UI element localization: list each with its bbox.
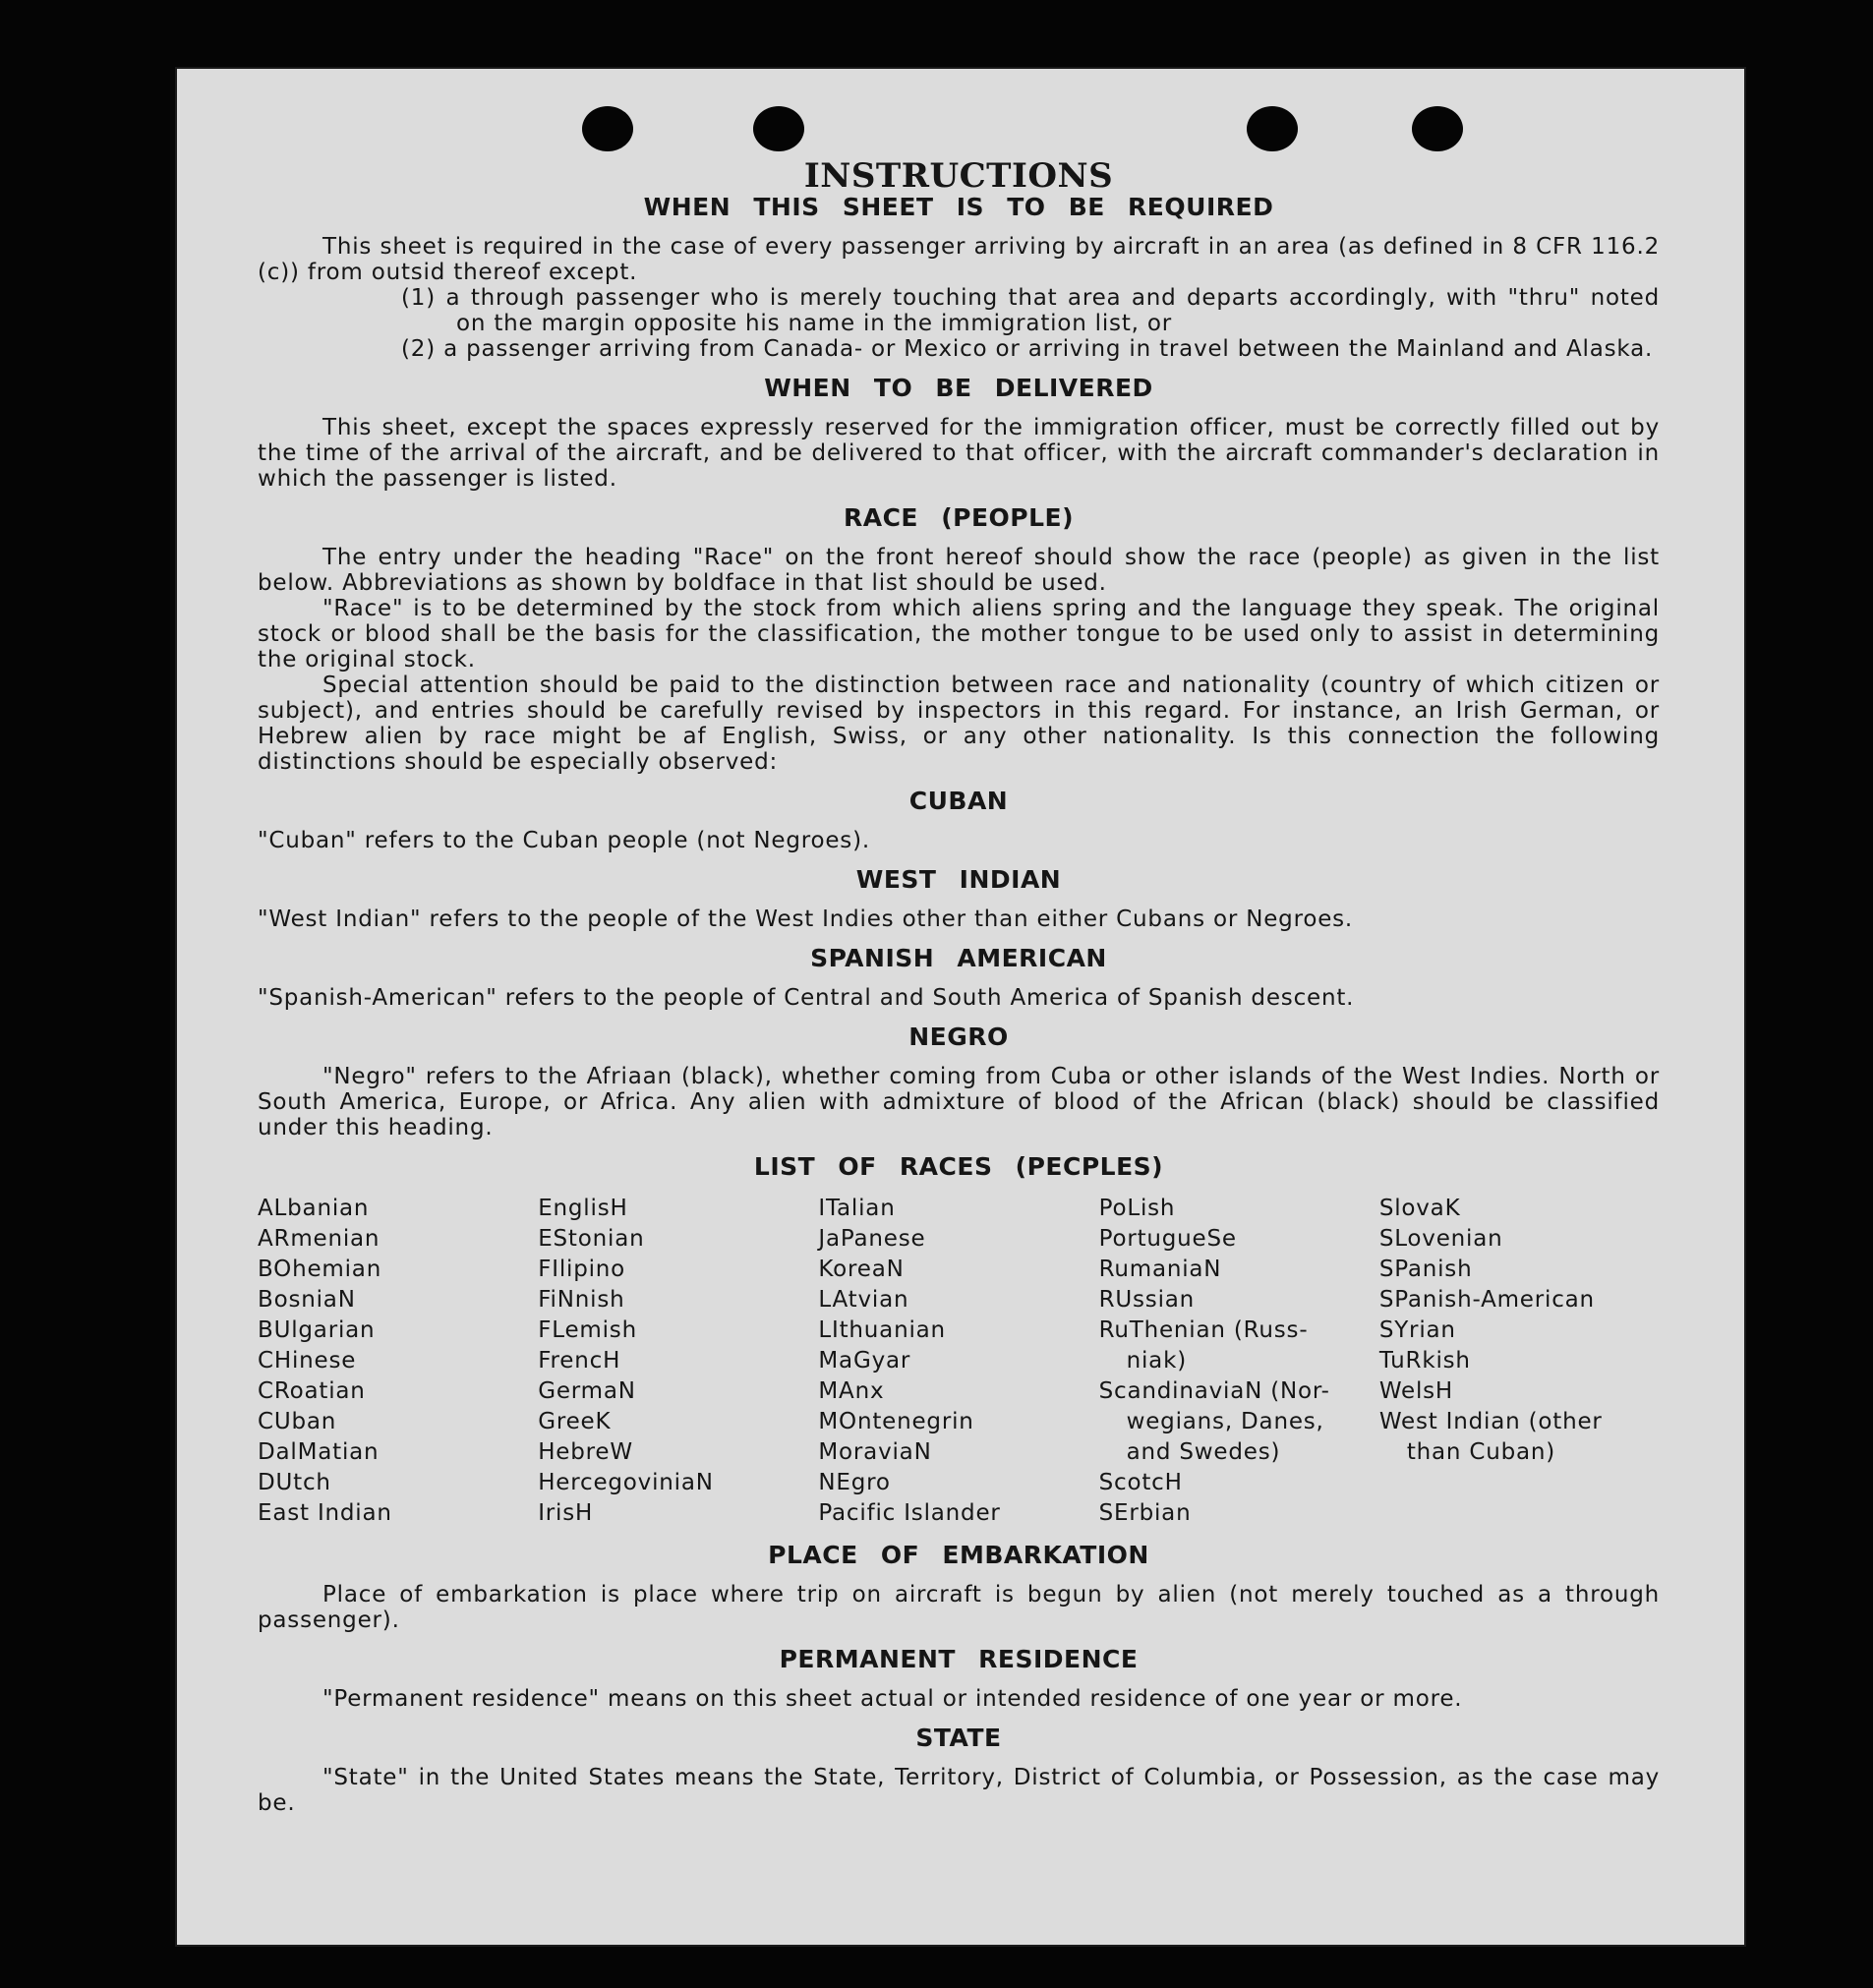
race-item: East Indian [258, 1500, 392, 1526]
residence-text: "Permanent residence" means on this sheet actual or intended residence of one year or more. [322, 1686, 1463, 1712]
race-item: LAtvian [818, 1287, 909, 1313]
race-item: FIlipino [538, 1257, 626, 1282]
race-item: LIthuanian [818, 1317, 946, 1343]
punch-hole [1412, 106, 1463, 151]
instructions-body [258, 156, 1660, 1816]
race-item: PoLish [1098, 1196, 1176, 1221]
race-item: EStonian [538, 1226, 645, 1252]
west-indian-text: "West Indian" refers to the people of the West Indies other than either Cubans or Negroes. [258, 906, 1354, 932]
race-item: than Cuban) [1406, 1439, 1556, 1465]
race-item: ScotcH [1098, 1470, 1183, 1495]
race-item: GermaN [538, 1378, 636, 1404]
race-item: FLemish [538, 1317, 637, 1343]
race-item: MOntenegrin [818, 1409, 974, 1434]
race-item: RUssian [1098, 1287, 1196, 1313]
race-item: FiNnish [538, 1287, 625, 1313]
heading-spanish-american: SPANISH AMERICAN [810, 944, 1107, 972]
race-item: SErbian [1098, 1500, 1192, 1526]
race-paragraph-2: "Race" is to be determined by the stock from which aliens spring and the language they speak. The original stock or blood shall be the basis for the classification, the mother tongue to be used only to assist in determining the original stock. [258, 596, 1660, 672]
race-item: HebreW [538, 1439, 633, 1465]
negro-text: "Negro" refers to the Afriaan (black), whether coming from Cuba or other islands of the West Indies. North or South America, Europe, or Africa. Any alien with admixture of blood of the African (black) should be classified under this heading. [258, 1064, 1660, 1140]
heading-west-indian: WEST INDIAN [855, 865, 1062, 894]
delivered-text: This sheet, except the spaces expressly reserved for the immigration officer, must be correctly filled out by the time of the arrival of the aircraft, and be delivered to that officer, with the aircraft commander's declaration in which the passenger is listed. [258, 415, 1660, 492]
punch-hole [582, 106, 633, 151]
race-item: CHinese [258, 1348, 357, 1374]
heading-list-of-races: LIST OF RACES (PECPLES) [753, 1152, 1164, 1181]
race-item: Pacific Islander [818, 1500, 1001, 1526]
race-item: JaPanese [818, 1226, 926, 1252]
heading-place-of-embarkation: PLACE OF EMBARKATION [768, 1541, 1149, 1569]
required-item-2: (2) a passenger arriving from Canada- or Mexico or arriving in travel between the Mainland and Alaska. [401, 336, 1654, 362]
heading-cuban: CUBAN [908, 787, 1009, 815]
race-item: SLovenian [1378, 1226, 1503, 1252]
race-item: MAnx [818, 1378, 885, 1404]
race-item: HercegoviniaN [538, 1470, 714, 1495]
race-item: CRoatian [258, 1378, 366, 1404]
race-item: SYrian [1378, 1317, 1456, 1343]
embarkation-text: Place of embarkation is place where trip on aircraft is begun by alien (not merely touched as a through passenger). [258, 1582, 1660, 1633]
races-column [538, 1194, 818, 1529]
race-item: West Indian (other [1378, 1409, 1603, 1434]
punch-hole [1247, 106, 1298, 151]
race-item: wegians, Danes, [1126, 1409, 1324, 1434]
race-item: SPanish [1378, 1257, 1473, 1282]
race-item: TuRkish [1378, 1348, 1471, 1374]
heading-race: RACE (PEOPLE) [843, 503, 1075, 532]
state-text: "State" in the United States means the State, Territory, District of Columbia, or Possession, as the case may be. [258, 1765, 1660, 1816]
race-item: RuThenian (Russ- [1098, 1317, 1309, 1343]
races-list [258, 1194, 1660, 1529]
race-item: CUban [258, 1409, 337, 1434]
heading-state: STATE [915, 1724, 1002, 1752]
race-paragraph-3: Special attention should be paid to the distinction between race and nationality (country of which citizen or subject), and entries should be carefully revised by inspectors in this regard. For instance, an Irish German, or Hebrew alien by race might be af English, Swiss, or any other nationality. Is this connection the following distinctions should be especially observed: [258, 672, 1660, 775]
race-item: MoraviaN [818, 1439, 932, 1465]
race-item: niak) [1126, 1348, 1187, 1374]
heading-permanent-residence: PERMANENT RESIDENCE [779, 1645, 1139, 1673]
race-item: ARmenian [258, 1226, 380, 1252]
race-item: DalMatian [258, 1439, 380, 1465]
race-item: DUtch [258, 1470, 331, 1495]
race-item: MaGyar [818, 1348, 911, 1374]
race-item: BOhemian [258, 1257, 382, 1282]
race-item: IrisH [538, 1500, 594, 1526]
race-item: PortugueSe [1098, 1226, 1237, 1252]
race-item: GreeK [538, 1409, 612, 1434]
cuban-text: "Cuban" refers to the Cuban people (not Negroes). [258, 828, 870, 853]
race-item: and Swedes) [1126, 1439, 1281, 1465]
spanish-american-text: "Spanish-American" refers to the people of Central and South America of Spanish descent. [258, 985, 1355, 1011]
race-item: NEgro [818, 1470, 891, 1495]
race-item: FrencH [538, 1348, 621, 1374]
race-paragraph-1: The entry under the heading "Race" on the front hereof should show the race (people) as given in the list below. Abbreviations as shown by boldface in that list should be used. [258, 545, 1660, 596]
race-item: EnglisH [538, 1196, 628, 1221]
races-column [1099, 1194, 1379, 1529]
race-item: SlovaK [1378, 1196, 1461, 1221]
page-title: INSTRUCTIONS [803, 156, 1114, 196]
document-sheet [175, 67, 1746, 1947]
race-item: ITalian [818, 1196, 896, 1221]
races-column [818, 1194, 1098, 1529]
heading-when-required: WHEN THIS SHEET IS TO BE REQUIRED [643, 193, 1274, 221]
heading-when-delivered: WHEN TO BE DELIVERED [764, 374, 1153, 402]
required-intro: This sheet is required in the case of every passenger arriving by aircraft in an area (as defined in 8 CFR 116.2 (c)) from outsid thereof except. [258, 234, 1660, 285]
races-column [1379, 1194, 1660, 1529]
races-column [258, 1194, 538, 1529]
race-item: BUlgarian [258, 1317, 376, 1343]
required-item-1: (1) a through passenger who is merely touching that area and departs accordingly, with "thru" noted on the margin opposite his name in the immigration list, or [401, 285, 1660, 336]
race-item: BosniaN [258, 1287, 356, 1313]
race-item: ScandinaviaN (Nor- [1098, 1378, 1330, 1404]
punch-hole [753, 106, 804, 151]
race-item: ALbanian [258, 1196, 370, 1221]
race-item: RumaniaN [1098, 1257, 1222, 1282]
heading-negro: NEGRO [908, 1023, 1009, 1051]
race-item: SPanish-American [1378, 1287, 1595, 1313]
race-item: KoreaN [818, 1257, 905, 1282]
race-item: WelsH [1378, 1378, 1454, 1404]
